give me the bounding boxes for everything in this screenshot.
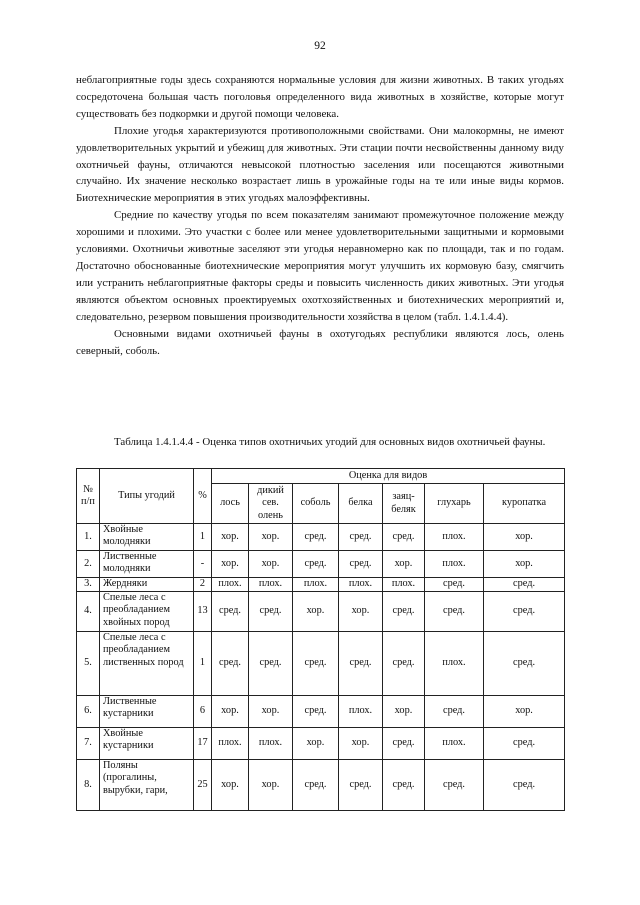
page-number: 92 [314,40,326,52]
row-type: Лиственные молодняки [100,551,194,578]
row-type: Хвойные кустарники [100,728,194,760]
row-value: плох. [425,551,484,578]
row-value: хор. [212,760,249,811]
row-num: 6. [77,696,100,728]
row-value: плох. [339,696,383,728]
row-type: Хвойные молодняки [100,524,194,551]
row-value: сред. [293,524,339,551]
header-species: соболь [293,484,339,524]
row-value: хор. [293,592,339,632]
header-group: Оценка для видов [212,469,565,484]
row-value: хор. [293,728,339,760]
row-value: сред. [249,592,293,632]
row-value: сред. [484,632,565,696]
header-species: глухарь [425,484,484,524]
row-pct: 6 [194,696,212,728]
row-value: сред. [383,524,425,551]
row-value: сред. [425,760,484,811]
row-value: сред. [339,632,383,696]
row-value: хор. [212,696,249,728]
row-value: хор. [212,551,249,578]
row-value: хор. [249,760,293,811]
row-value: плох. [293,578,339,592]
row-value: хор. [212,524,249,551]
row-value: сред. [339,760,383,811]
row-value: плох. [339,578,383,592]
row-value: хор. [484,551,565,578]
row-pct: 25 [194,760,212,811]
row-value: сред. [339,524,383,551]
row-value: сред. [293,551,339,578]
row-value: сред. [212,592,249,632]
row-value: хор. [339,592,383,632]
table-row [77,632,565,696]
row-value: хор. [249,551,293,578]
row-value: сред. [383,632,425,696]
row-value: сред. [293,760,339,811]
table-row [77,592,565,632]
paragraph-3: Средние по качеству угодья по всем показателям занимают промежуточное положение между хорошими и плохими. Это участки с более или менее удовлетворительными защитными и кормовыми условиями. Охотничьи животные заселяют эти угодья неравномерно как по площади, так и по годам. Достаточно обоснованные биотехнические мероприятия могут улучшить их кормовую базу, смягчить или устранить неблагоприятные факторы среды и повысить численность диких животных. Эти угодья являются объектом основных проектируемых охотхозяйственных и биотехнических мероприятий и, следовательно, резервом повышения производительности хозяйства в целом (табл. 1.4.1.4.4). [76,209,564,323]
table-caption [76,435,564,451]
table-row [77,728,565,760]
row-pct: 1 [194,524,212,551]
row-value: плох. [249,578,293,592]
row-type: Поляны (прогалины, вырубки, гари, [100,760,194,811]
header-pct: % [194,469,212,524]
row-num: 1. [77,524,100,551]
row-pct: 13 [194,592,212,632]
paragraph-2: Плохие угодья характеризуются противоположными свойствами. Они малокормны, не имеют удовлетворительных укрытий и убежищ для животных. Эти стации почти несвойственны данному виду охотничьей фауны, отличаются невысокой плотностью заселения или посещаются животными случайно. Их значение несколько возрастает лишь в урожайные годы на те или иные виды кормов. Биотехнические мероприятия в этих угодьях малоэффективны. [76,124,564,205]
row-value: сред. [484,578,565,592]
row-num: 5. [77,632,100,696]
header-species: белка [339,484,383,524]
row-value: сред. [249,632,293,696]
row-value: хор. [249,696,293,728]
row-value: плох. [212,578,249,592]
row-value: плох. [425,524,484,551]
row-value: сред. [293,632,339,696]
row-value: хор. [383,551,425,578]
row-pct: 1 [194,632,212,696]
row-value: хор. [484,524,565,551]
header-species: дикий сев. олень [249,484,293,524]
row-type: Спелые леса с преобладанием хвойных пород [100,592,194,632]
row-value: сред. [212,632,249,696]
paragraph-4: Основными видами охотничьей фауны в охотугодьях республики являются лось, олень северный, соболь. [76,327,564,357]
header-type: Типы угодий [100,469,194,524]
row-value: сред. [339,551,383,578]
hunting-grounds-table [76,468,565,811]
row-value: сред. [425,592,484,632]
body-text [76,72,564,359]
row-type: Спелые леса с преобладанием лиственных пород [100,632,194,696]
row-num: 3. [77,578,100,592]
row-value: хор. [249,524,293,551]
table-row [77,760,565,811]
paragraph-1: неблагоприятные годы здесь сохраняются нормальные условия для жизни животных. В таких угодьях сосредоточена большая часть поголовья определенного вида животных в хозяйстве, которые могут существовать без подкормки и другой помощи человека. [76,74,564,120]
row-value: хор. [339,728,383,760]
row-num: 8. [77,760,100,811]
row-value: сред. [484,592,565,632]
row-pct: - [194,551,212,578]
row-value: плох. [383,578,425,592]
row-value: сред. [425,578,484,592]
row-num: 4. [77,592,100,632]
header-species: куропатка [484,484,565,524]
header-species: заяц-беляк [383,484,425,524]
header-num: № п/п [77,469,100,524]
row-value: сред. [383,760,425,811]
table-row [77,578,565,592]
table-row [77,551,565,578]
row-value: хор. [484,696,565,728]
table-row [77,696,565,728]
row-value: плох. [249,728,293,760]
row-value: плох. [425,632,484,696]
table-row [77,524,565,551]
row-value: сред. [484,760,565,811]
row-num: 2. [77,551,100,578]
row-num: 7. [77,728,100,760]
row-pct: 2 [194,578,212,592]
row-type: Жердняки [100,578,194,592]
row-value: сред. [383,592,425,632]
row-value: сред. [293,696,339,728]
row-value: сред. [383,728,425,760]
row-value: сред. [484,728,565,760]
row-value: хор. [383,696,425,728]
row-value: сред. [425,696,484,728]
row-value: плох. [425,728,484,760]
row-pct: 17 [194,728,212,760]
header-species: лось [212,484,249,524]
row-type: Лиственные кустарники [100,696,194,728]
table-caption-text: Таблица 1.4.1.4.4 - Оценка типов охотничьих угодий для основных видов охотничьей фауны. [114,436,546,448]
row-value: плох. [212,728,249,760]
